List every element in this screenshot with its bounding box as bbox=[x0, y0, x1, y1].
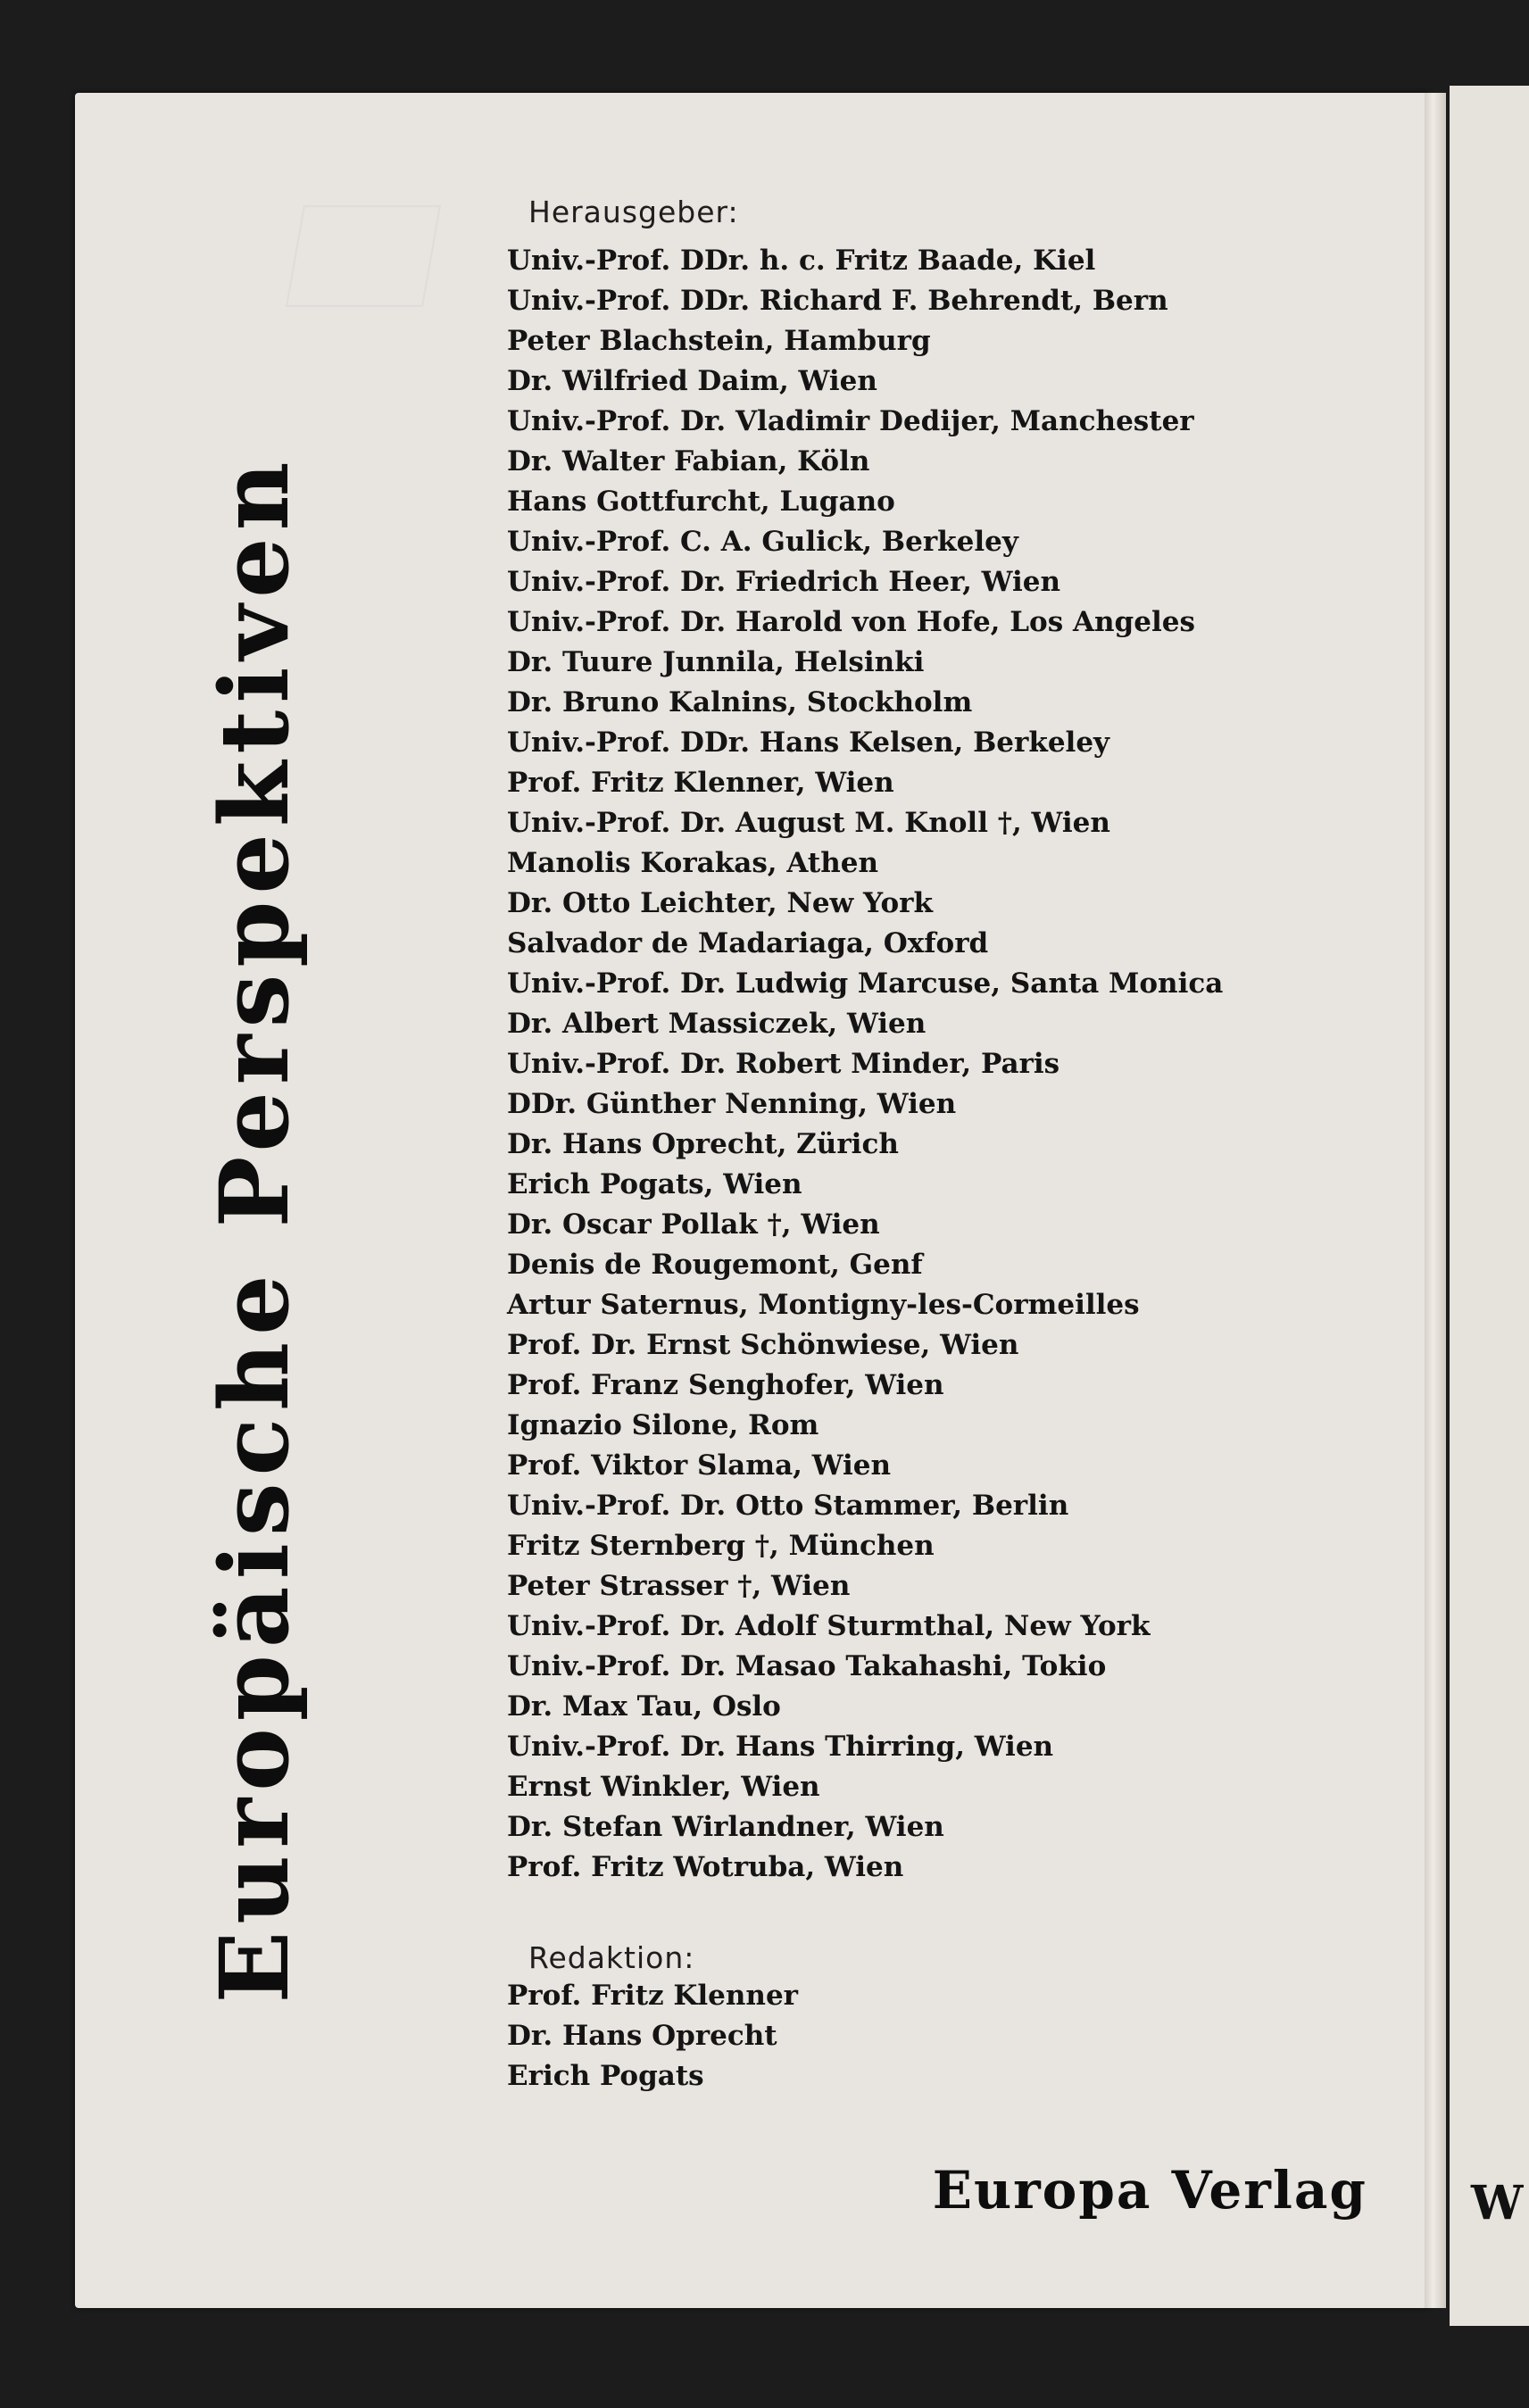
editors-list bbox=[507, 241, 1223, 1888]
editor-entry: Dr. Albert Massiczek, Wien bbox=[507, 1008, 927, 1040]
editor-entry: Erich Pogats, Wien bbox=[507, 1168, 802, 1200]
editor-entry: Dr. Tuure Junnila, Helsinki bbox=[507, 646, 925, 678]
editor-entry: Univ.-Prof. Dr. August M. Knoll †, Wien bbox=[507, 807, 1110, 839]
editor-entry: Fritz Sternberg †, München bbox=[507, 1530, 935, 1562]
editor-entry: Peter Blachstein, Hamburg bbox=[507, 325, 931, 357]
staff-entry: Dr. Hans Oprecht bbox=[507, 2020, 777, 2052]
editor-entry: Univ.-Prof. Dr. Hans Thirring, Wien bbox=[507, 1731, 1054, 1763]
staff-entry: Prof. Fritz Klenner bbox=[507, 1980, 798, 2012]
publisher-name: Europa Verlag bbox=[932, 2160, 1367, 2221]
editor-entry: Univ.-Prof. Dr. Harold von Hofe, Los Angeles bbox=[507, 606, 1195, 638]
facing-page bbox=[1450, 86, 1529, 2326]
series-title: Europäische Perspektiven bbox=[198, 454, 310, 2004]
editor-entry: Univ.-Prof. Dr. Robert Minder, Paris bbox=[507, 1048, 1060, 1080]
editor-entry: Univ.-Prof. C. A. Gulick, Berkeley bbox=[507, 526, 1018, 558]
editor-entry: Dr. Bruno Kalnins, Stockholm bbox=[507, 686, 973, 718]
facing-page-fragment: W bbox=[1471, 2176, 1524, 2230]
editor-entry: Ignazio Silone, Rom bbox=[507, 1409, 819, 1441]
editor-entry: Prof. Fritz Wotruba, Wien bbox=[507, 1851, 904, 1883]
editor-entry: Univ.-Prof. Dr. Adolf Sturmthal, New York bbox=[507, 1610, 1151, 1642]
editor-entry: Univ.-Prof. Dr. Ludwig Marcuse, Santa Monica bbox=[507, 967, 1224, 1000]
editor-entry: DDr. Günther Nenning, Wien bbox=[507, 1088, 957, 1120]
editor-entry: Artur Saternus, Montigny-les-Cormeilles bbox=[507, 1289, 1140, 1321]
editor-entry: Dr. Walter Fabian, Köln bbox=[507, 445, 870, 477]
editor-entry: Univ.-Prof. Dr. Masao Takahashi, Tokio bbox=[507, 1650, 1107, 1682]
editor-entry: Univ.-Prof. DDr. h. c. Fritz Baade, Kiel bbox=[507, 245, 1096, 277]
editor-entry: Salvador de Madariaga, Oxford bbox=[507, 927, 989, 959]
page-edge bbox=[1425, 93, 1446, 2308]
editor-entry: Univ.-Prof. Dr. Vladimir Dedijer, Manchester bbox=[507, 405, 1194, 437]
editor-entry: Manolis Korakas, Athen bbox=[507, 847, 879, 879]
editor-entry: Hans Gottfurcht, Lugano bbox=[507, 486, 895, 518]
editorial-staff-list bbox=[507, 1976, 798, 2097]
editor-entry: Dr. Hans Oprecht, Zürich bbox=[507, 1128, 899, 1160]
editor-entry: Denis de Rougemont, Genf bbox=[507, 1249, 923, 1281]
editor-entry: Univ.-Prof. Dr. Friedrich Heer, Wien bbox=[507, 566, 1060, 598]
editor-entry: Dr. Wilfried Daim, Wien bbox=[507, 365, 877, 397]
editor-entry: Prof. Franz Senghofer, Wien bbox=[507, 1369, 944, 1401]
editor-entry: Prof. Dr. Ernst Schönwiese, Wien bbox=[507, 1329, 1019, 1361]
editor-entry: Dr. Oscar Pollak †, Wien bbox=[507, 1208, 880, 1241]
editor-entry: Peter Strasser †, Wien bbox=[507, 1570, 851, 1602]
staff-entry: Erich Pogats bbox=[507, 2060, 704, 2092]
editor-entry: Ernst Winkler, Wien bbox=[507, 1771, 820, 1803]
editor-entry: Dr. Otto Leichter, New York bbox=[507, 887, 933, 919]
editor-entry: Prof. Viktor Slama, Wien bbox=[507, 1449, 892, 1482]
editorial-staff-heading: Redaktion: bbox=[528, 1940, 695, 1975]
editor-entry: Prof. Fritz Klenner, Wien bbox=[507, 767, 894, 799]
editor-entry: Dr. Stefan Wirlandner, Wien bbox=[507, 1811, 944, 1843]
editor-entry: Univ.-Prof. DDr. Richard F. Behrendt, Bern bbox=[507, 285, 1168, 317]
editor-entry: Dr. Max Tau, Oslo bbox=[507, 1690, 781, 1723]
show-through-mark bbox=[286, 205, 441, 307]
editors-heading: Herausgeber: bbox=[528, 195, 739, 229]
vertical-title-block bbox=[198, 234, 310, 2224]
editor-entry: Univ.-Prof. Dr. Otto Stammer, Berlin bbox=[507, 1490, 1069, 1522]
editor-entry: Univ.-Prof. DDr. Hans Kelsen, Berkeley bbox=[507, 727, 1110, 759]
